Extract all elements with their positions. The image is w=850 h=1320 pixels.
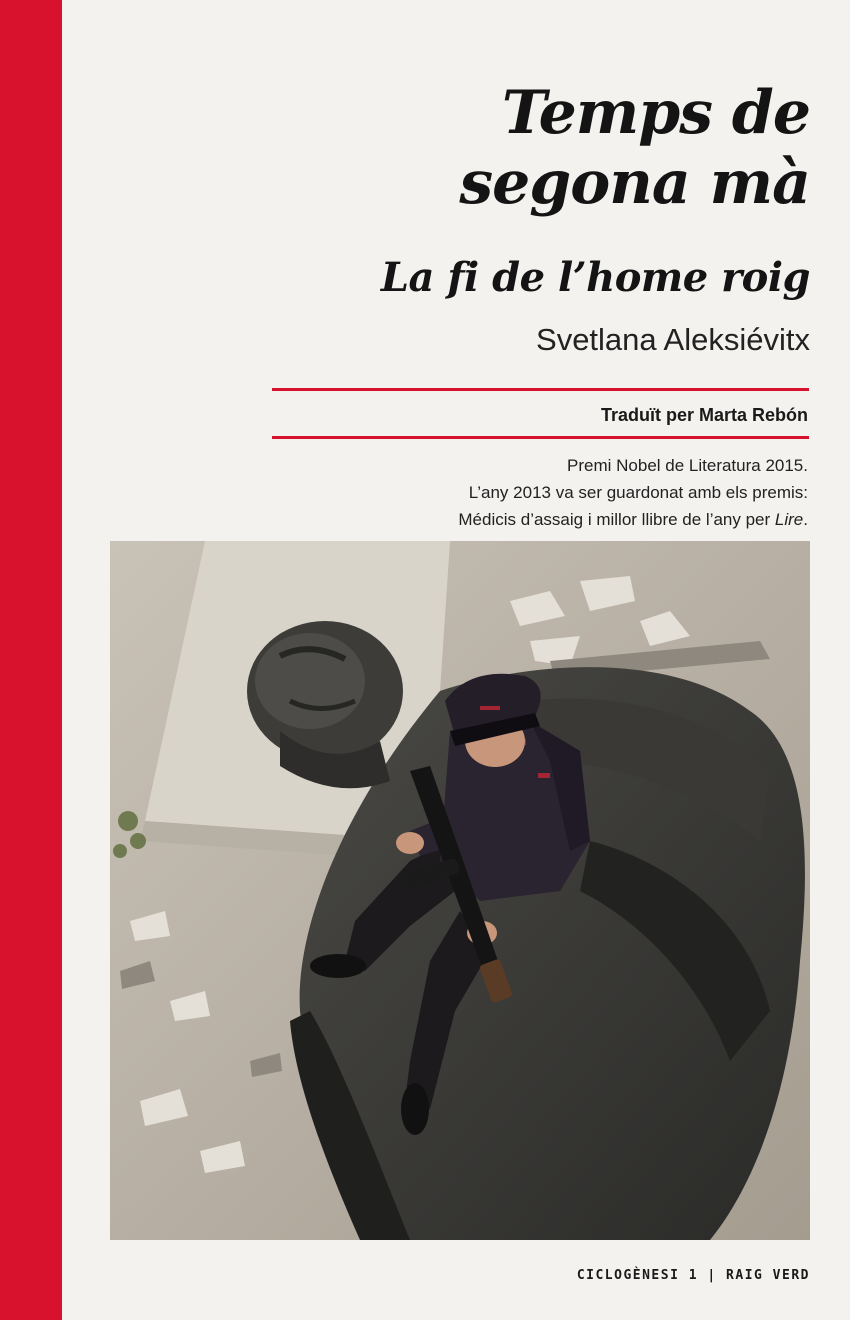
awards-line-3-suffix: . [803, 510, 808, 529]
series-publisher-line [310, 1268, 810, 1283]
top-red-rule [272, 388, 809, 391]
awards-line-1: Premi Nobel de Literatura 2015. [567, 456, 808, 475]
awards-line-3 [248, 506, 808, 533]
awards-line-2: L’any 2013 va ser guardonat amb els premis: [468, 483, 808, 502]
red-spine-band [0, 0, 62, 1320]
publisher-name: RAIG VERD [726, 1268, 810, 1283]
title-line-1: Temps de [501, 78, 810, 148]
bottom-red-rule [272, 436, 809, 439]
book-subtitle: La fi de l’home roig [380, 254, 810, 301]
translator-credit: Traduït per Marta Rebón [600, 405, 808, 425]
awards-text [248, 452, 808, 533]
series-name: CICLOGÈNESI 1 [576, 1268, 699, 1283]
awards-magazine-name: Lire [774, 510, 804, 529]
cover-photograph [110, 541, 810, 1240]
awards-line-3-prefix: Médicis d’assaig i millor llibre de l’any per [458, 510, 775, 529]
author-name: Svetlana Aleksiévitx [536, 322, 810, 357]
cover-photo-illustration [110, 541, 810, 1240]
book-title [110, 78, 810, 218]
title-line-2: segona mà [459, 148, 810, 218]
separator: | [707, 1268, 717, 1283]
